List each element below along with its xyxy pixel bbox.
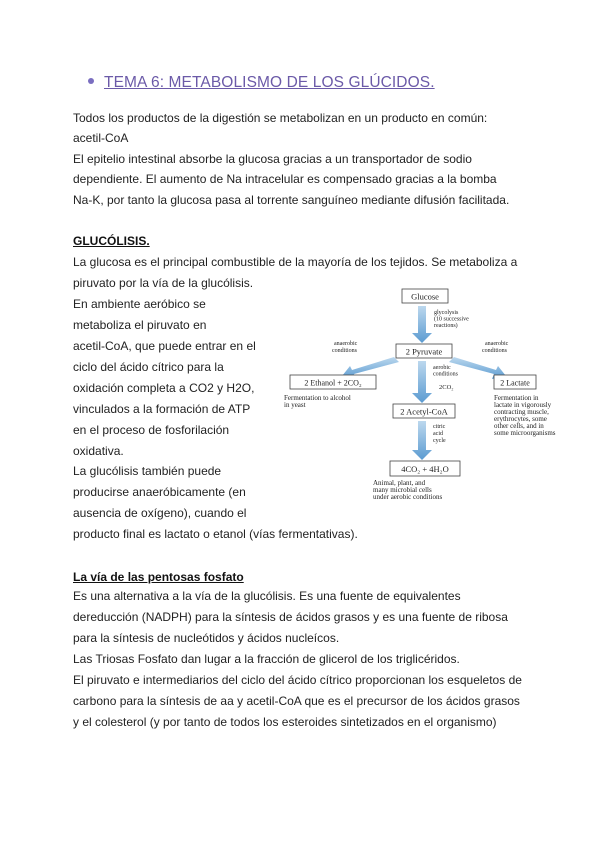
page-title: TEMA 6: METABOLISMO DE LOS GLÚCIDOS. [104,74,435,91]
pentosas-line: Las Triosas Fosfato dan lugar a la fracción de glicerol de los triglicéridos. [73,652,460,666]
glycolysis-label: (10 successive [434,316,469,323]
lactate-description: lactate in vigorously [494,401,552,409]
intro-line: Na-K, por tanto la glucosa pasa al torrente sanguíneo mediante difusión facilitada. [73,193,510,207]
section-heading [88,74,435,92]
glucose-label: Glucose [411,291,439,302]
glucolisis-line: ciclo del ácido cítrico para la [73,360,224,374]
glucolisis-line: La glucosa es el principal combustible de la mayoría de los tejidos. Se metaboliza a [73,255,518,269]
lactate-description: other cells, and in [494,422,544,430]
aerobic-arrow [412,361,432,403]
glucolisis-line: producto final es lactato o etanol (vías fermentativas). [73,527,358,541]
pentosas-line: Es una alternativa a la vía de la glucólisis. Es una fuente de equivalentes [73,589,461,603]
citric-label: citric [433,424,446,430]
aerobic-label: conditions [433,371,458,378]
lactate-description: some microorganisms [494,429,556,437]
acetyl-coa-label: 2 Acetyl-CoA [400,406,448,417]
glucolisis-line: oxidativa. [73,444,124,458]
intro-line: dependiente. El aumento de Na intracelular es compensado gracias a la bomba [73,172,497,186]
glucolisis-line: metaboliza el piruvato en [73,318,207,332]
intro-line: Todos los productos de la digestión se metabolizan en un producto en común: [73,111,488,125]
glucolisis-line: ausencia de oxígeno), cuando el [73,506,247,520]
pentosas-heading: La vía de las pentosas fosfato [73,570,244,584]
glucolisis-line: en el proceso de fosforilación [73,423,230,437]
glucolisis-heading: GLUCÓLISIS. [73,234,150,248]
glycolysis-label: glycolysis [434,310,459,316]
anaerobic-left-label: conditions [332,348,357,354]
pentosas-line: y el colesterol (y por tanto de todos los esteroides sintetizados en el organismo) [73,715,497,729]
anaerobic-right-label: conditions [482,348,507,354]
citric-label: cycle [433,438,446,444]
glucolisis-line: piruvato por la vía de la glucólisis. [73,276,254,290]
intro-line: acetil-CoA [73,131,129,145]
final-description: under aerobic conditions [373,493,443,501]
final-description: Animal, plant, and [373,479,426,487]
lactate-label: 2 Lactate [500,378,530,388]
glucolisis-line: vinculados a la formación de ATP [73,402,251,416]
anaerobic-right-label: anaerobic [485,341,509,347]
pentosas-line: dereducción (NADPH) para la síntesis de ácidos grasos y es una fuente de ribosa [73,610,508,624]
pyruvate-label: 2 Pyruvate [405,346,443,357]
citric-label: acid [433,431,443,437]
final-description: many microbial cells [373,486,432,494]
ethanol-description: Fermentation to alcohol [284,394,351,402]
bullet-dot-icon [88,78,94,84]
glycolysis-label: reactions) [434,323,458,329]
ethanol-label: 2 Ethanol + 2CO₂ [304,378,362,388]
pentosas-line: El piruvato e intermediarios del ciclo del ácido cítrico proporcionan los esqueletos de [73,673,522,687]
ethanol-description: in yeast [284,401,306,409]
glucolisis-line: producirse anaeróbicamente (en [73,485,246,499]
glucolisis-line: En ambiente aeróbico se [73,297,206,311]
glucolisis-line: acetil-CoA, que puede entrar en el [73,339,256,353]
lactate-description: Fermentation in [494,394,539,402]
aerobic-label: aerobic [433,365,451,371]
anaerobic-left-label: anaerobic [334,341,358,347]
intro-line: El epitelio intestinal absorbe la glucosa gracias a un transportador de sodio [73,152,472,166]
citric-acid-cycle-arrow [412,421,432,460]
lactate-description: contracting muscle, [494,408,549,416]
pentosas-line: para la síntesis de nucleótidos y ácidos nucleícos. [73,631,340,645]
co2-label: 2CO₂ [439,384,454,391]
glucolisis-line: La glucólisis también puede [73,464,222,478]
lactate-description: erythrocytes, some [494,415,547,423]
final-products-label: 4CO₂ + 4H₂O [401,464,449,474]
glycolysis-pathway-diagram [282,282,594,508]
glucolisis-line: oxidación completa a CO2 y H2O, [73,381,255,395]
pentosas-line: carbono para la síntesis de aa y acetil-CoA que es el precursor de los ácidos grasos [73,694,520,708]
glycolysis-arrow [412,306,432,343]
